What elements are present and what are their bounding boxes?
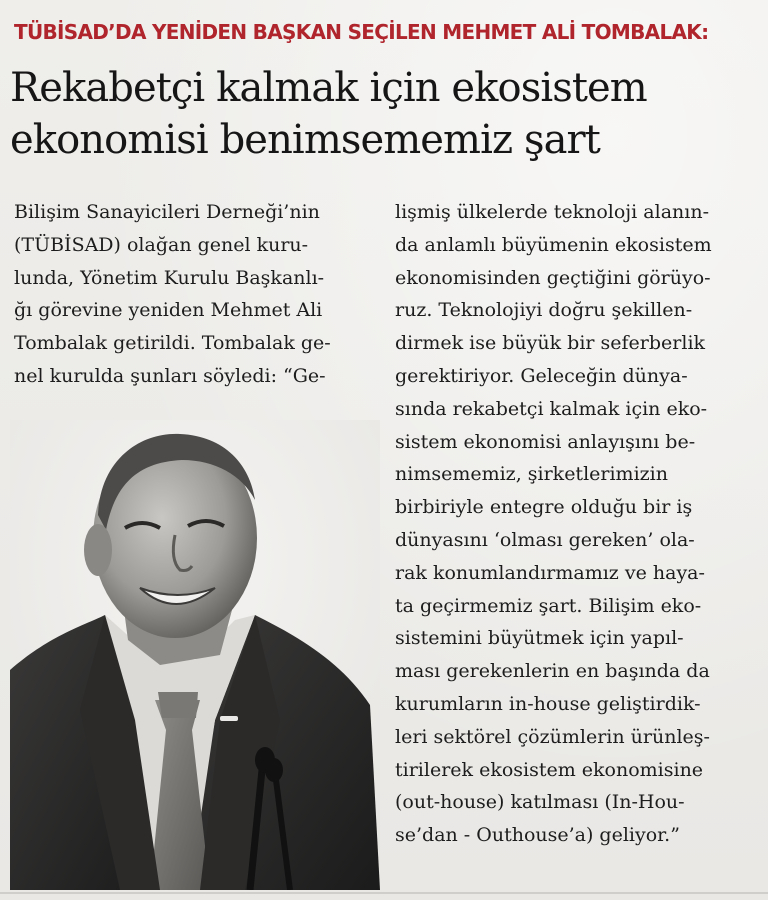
body-line: Tombalak getirildi. Tombalak ge- xyxy=(14,332,331,355)
body-column-right xyxy=(395,196,750,852)
body-line: rak konumlandırmamız ve haya- xyxy=(395,561,705,584)
headline-line: Rekabetçi kalmak için ekosistem xyxy=(10,65,647,111)
body-line: Bilişim Sanayicileri Derneği’nin xyxy=(14,201,320,223)
body-line: tirilerek ekosistem ekonomisine xyxy=(395,758,704,781)
body-line: (TÜBİSAD) olağan genel kuru- xyxy=(14,233,309,256)
body-line: nel kurulda şunları söyledi: “Ge- xyxy=(14,364,326,387)
body-column-left xyxy=(14,196,366,393)
body-line: se’dan - Outhouse’a) geliyor.” xyxy=(395,824,680,847)
bottom-rule xyxy=(0,892,768,894)
article-kicker: TÜBİSAD’DA YENİDEN BAŞKAN SEÇİLEN MEHMET ALİ TOMBALAK: xyxy=(14,20,709,44)
portrait-illustration xyxy=(10,420,380,890)
headline-line: ekonomisi benimsememiz şart xyxy=(10,117,600,163)
body-line: ğı görevine yeniden Mehmet Ali xyxy=(14,299,323,322)
body-line: birbiriyle entegre olduğu bir iş xyxy=(395,496,693,519)
body-line: dirmek ise büyük bir seferberlik xyxy=(395,332,706,355)
article-headline xyxy=(10,62,760,166)
body-line: da anlamlı büyümenin ekosistem xyxy=(395,233,712,256)
body-line: gerektiriyor. Geleceğin dünya- xyxy=(395,364,688,387)
body-line: lişmiş ülkelerde teknoloji alanın- xyxy=(395,201,710,223)
body-line: ta geçirmemiz şart. Bilişim eko- xyxy=(395,594,702,617)
body-line: ması gerekenlerin en başında da xyxy=(395,660,710,683)
body-line: nimsememiz, şirketlerimizin xyxy=(395,463,668,486)
body-line: sistemini büyütmek için yapıl- xyxy=(395,627,684,650)
portrait-photo xyxy=(10,420,380,890)
body-line: lunda, Yönetim Kurulu Başkanlı- xyxy=(14,266,325,289)
body-line: ruz. Teknolojiyi doğru şekillen- xyxy=(395,299,693,322)
body-line: kurumların in-house geliştirdik- xyxy=(395,692,701,715)
body-line: sistem ekonomisi anlayışını be- xyxy=(395,430,696,453)
body-line: ekonomisinden geçtiğini görüyo- xyxy=(395,266,711,289)
body-line: dünyasını ‘olması gereken’ ola- xyxy=(395,528,695,551)
body-line: sında rekabetçi kalmak için eko- xyxy=(395,397,708,420)
body-line: leri sektörel çözümlerin ürünleş- xyxy=(395,725,710,748)
body-line: (out-house) katılması (In-Hou- xyxy=(395,791,685,814)
